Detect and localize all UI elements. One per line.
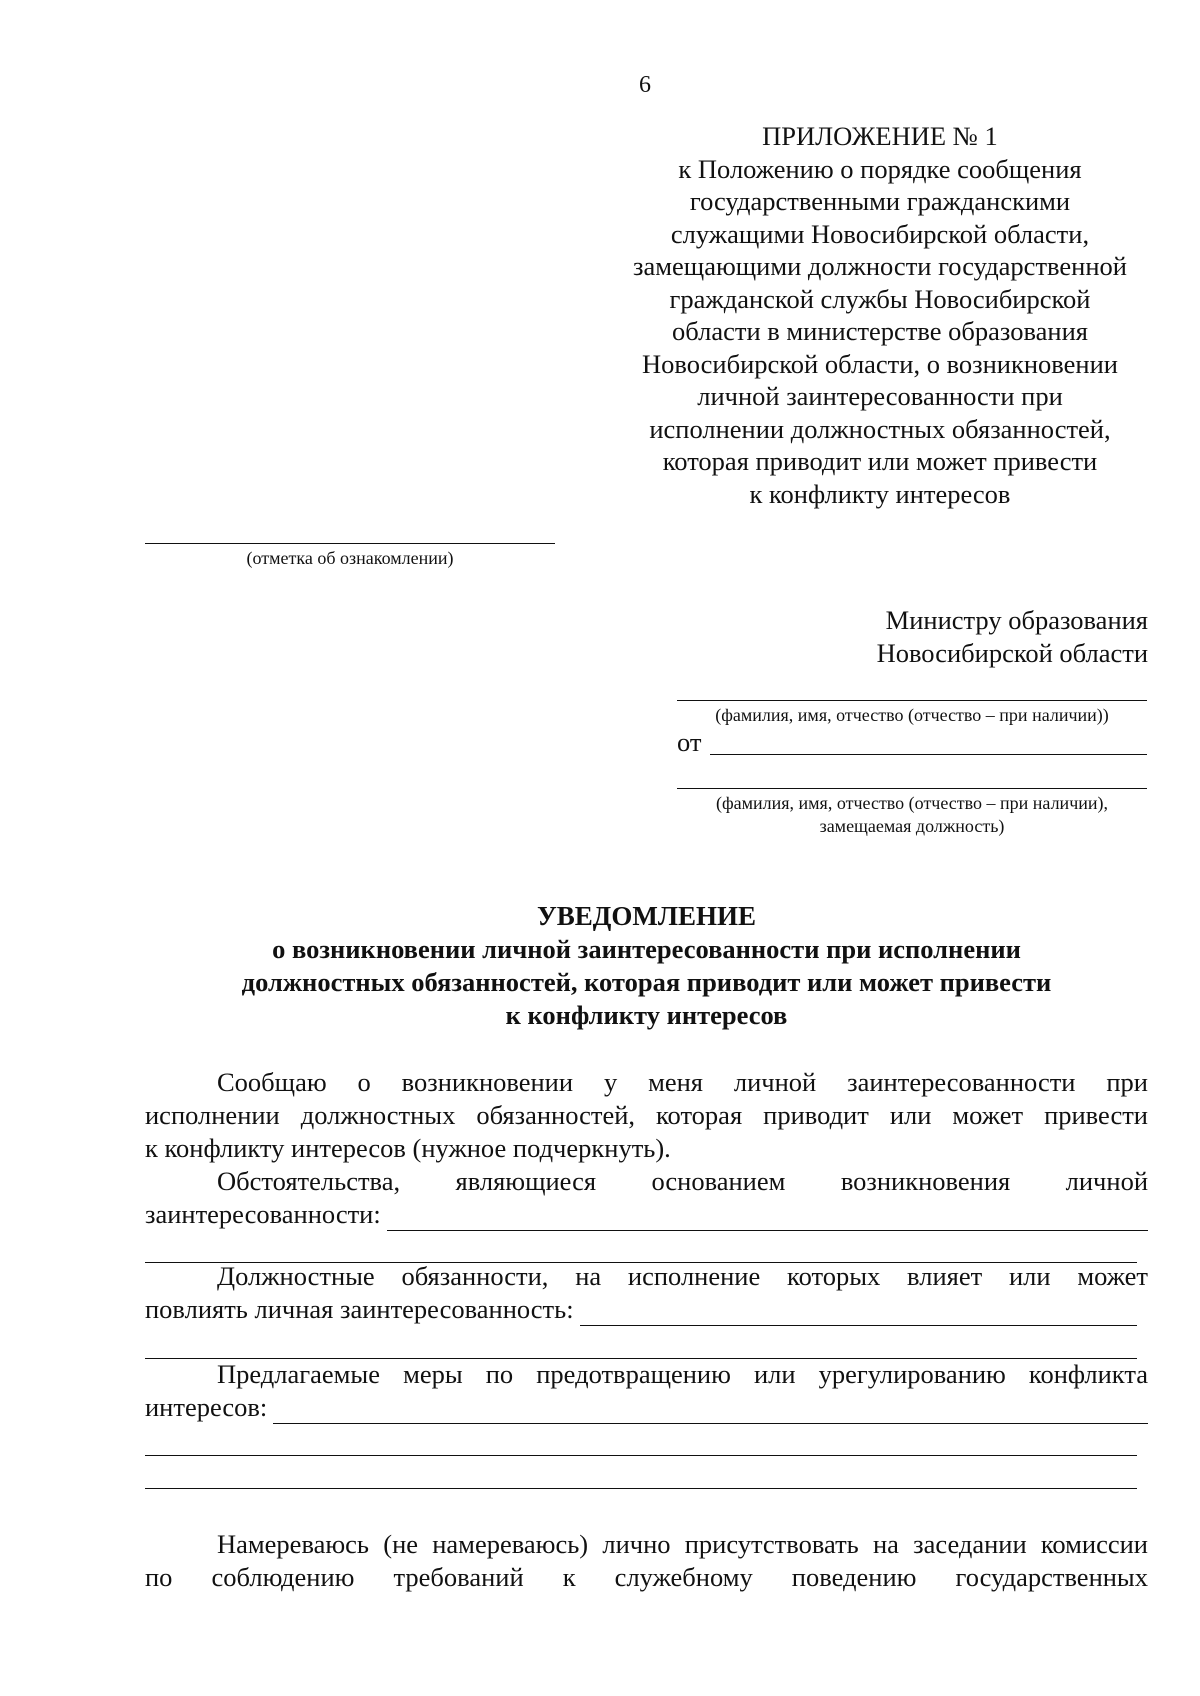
appendix-line: исполнении должностных обязанностей, [649,413,1111,444]
paragraph-duties [145,1260,1148,1326]
appendix-line: гражданской службы Новосибирской [669,283,1091,314]
measures-input-line[interactable] [273,1397,1148,1424]
paragraph-line: исполнении должностных обязанностей, которая приводит или может привести [145,1100,1148,1130]
measures-row [145,1391,1148,1424]
acknowledgement-line[interactable] [145,543,555,544]
sender-caption [672,792,1152,838]
from-label: от [677,727,702,757]
measures-input-line-3[interactable] [145,1488,1137,1489]
appendix-line: личной заинтересованности при [697,381,1063,411]
minister-name-line[interactable] [677,700,1147,701]
addressee-line: Новосибирской области [876,638,1148,668]
acknowledgement-caption: (отметка об ознакомлении) [246,548,454,568]
notice-title [145,900,1148,1032]
appendix-line: замещающими должности государственной [633,251,1127,281]
appendix-line: государственными гражданскими [689,186,1071,216]
paragraph-line: Намереваюсь (не намереваюсь) лично присутствовать на заседании комиссии [217,1529,1148,1559]
paragraph-line: Обстоятельства, являющиеся основанием возникновения личной [217,1166,1148,1196]
paragraph-notice [145,1066,1148,1165]
sender-line-2[interactable] [677,788,1147,789]
addressee [877,604,1148,670]
sender-caption-line: замещаемая должность) [819,816,1005,836]
duties-row [145,1293,1137,1326]
notice-subtitle-line: к конфликту интересов [505,1000,788,1030]
paragraph-line: повлиять личная заинтересованность: [145,1294,574,1324]
paragraph-measures [145,1358,1148,1424]
notice-main-title: УВЕДОМЛЕНИЕ [536,901,757,931]
appendix-line: к Положению о порядке сообщения [678,153,1082,184]
paragraph-line: Должностные обязанности, на исполнение которых влияет или может [217,1261,1148,1291]
appendix-line: области в министерстве образования [672,316,1088,346]
notice-subtitle-line: должностных обязанностей, которая приводит или может привести [241,967,1052,997]
measures-input-line-2[interactable] [145,1455,1137,1456]
circumstances-input-line[interactable] [387,1204,1148,1231]
appendix-line: ПРИЛОЖЕНИЕ № 1 [762,121,998,151]
appendix-line: которая приводит или может привести [662,446,1098,476]
sender-caption-line: (фамилия, имя, отчество (отчество – при наличии), [715,793,1109,813]
notice-subtitle-line: о возникновении личной заинтересованности при исполнении [272,934,1021,964]
duties-input-line[interactable] [580,1299,1137,1326]
appendix-line: служащими Новосибирской области, [670,218,1090,249]
circumstances-row [145,1198,1148,1231]
addressee-line: Министру образования [885,605,1148,635]
paragraph-line: Сообщаю о возникновении у меня личной заинтересованности при [217,1067,1148,1097]
paragraph-line: заинтересованности: [145,1199,381,1229]
appendix-line: к конфликту интересов [749,478,1011,509]
paragraph-line: к конфликту интересов (нужное подчеркнуть). [145,1133,671,1163]
page-number: 6 [639,72,651,98]
appendix-heading [600,120,1160,510]
paragraph-line: интересов: [145,1392,268,1422]
paragraph-circumstances [145,1165,1148,1231]
minister-name-caption: (фамилия, имя, отчество (отчество – при наличии)) [715,705,1109,725]
sender-line-1[interactable] [710,754,1147,755]
paragraph-intention [145,1528,1148,1594]
appendix-line: Новосибирской области, о возникновении [642,348,1118,379]
paragraph-line: Предлагаемые меры по предотвращению или урегулированию конфликта [217,1359,1148,1389]
paragraph-line: по соблюдению требований к служебному поведению государственных [145,1562,1148,1592]
